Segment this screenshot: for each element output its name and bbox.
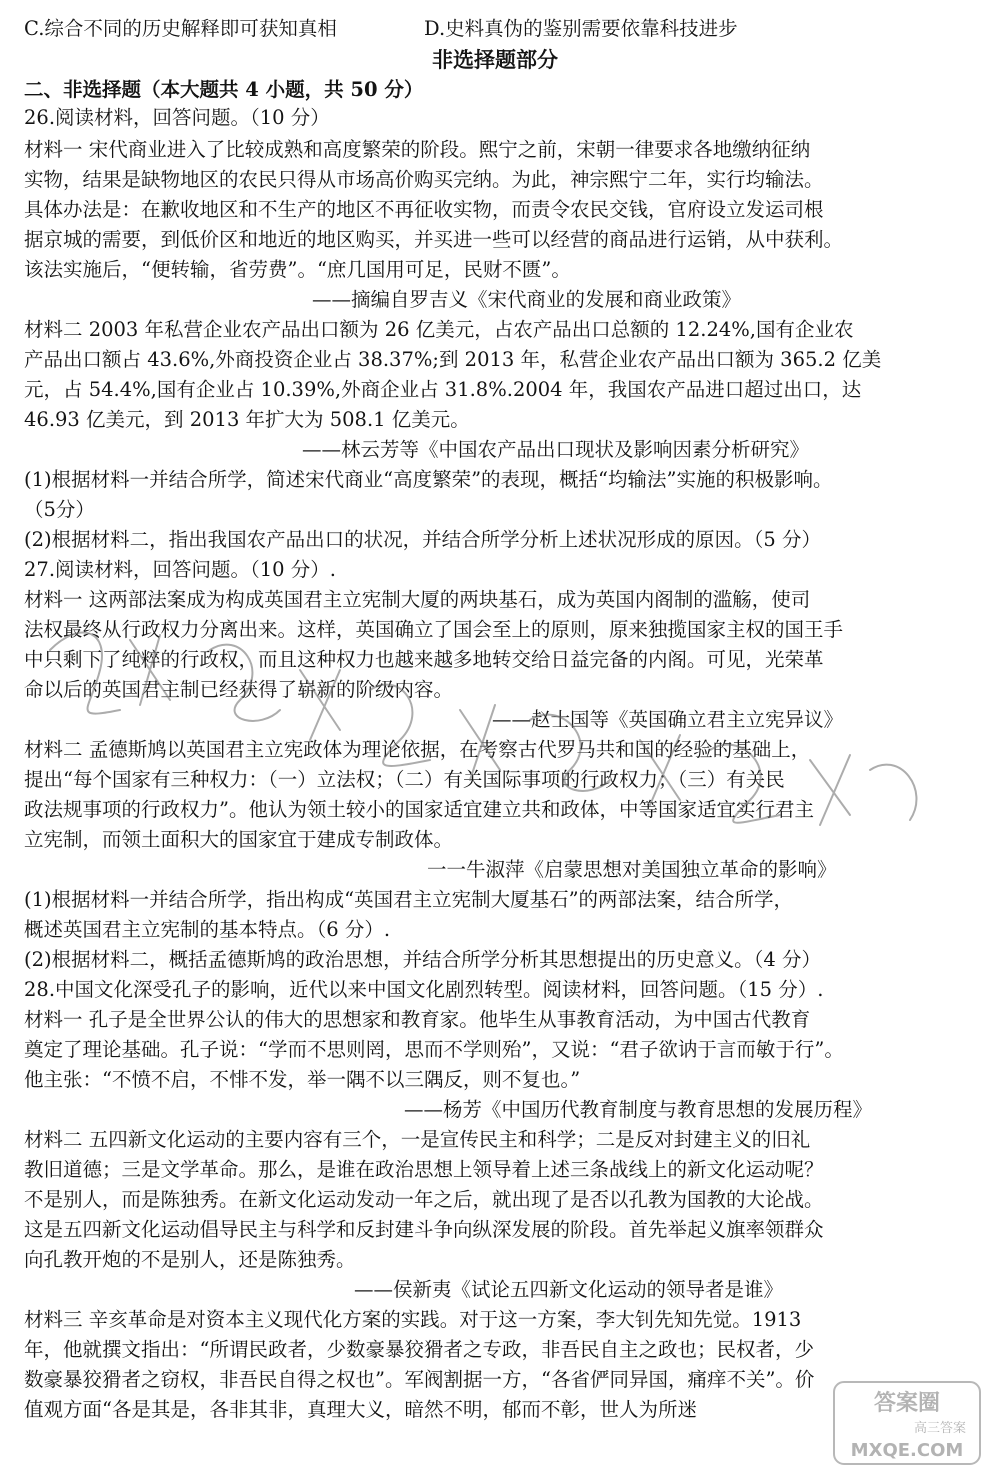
q26-m1-line: 材料一 宋代商业进入了比较成熟和高度繁荣的阶段。熙宁之前，宋朝一律要求各地缴纳征纳 [24, 138, 811, 161]
q26-m2-source: ——林云芳等《中国农产品出口现状及影响因素分析研究》 [302, 438, 810, 461]
q28-m2-line: 教旧道德；三是文学革命。那么，是谁在政治思想上领导着上述三条战线上的新文化运动呢？ [24, 1158, 824, 1181]
q26-title: 26.阅读材料，回答问题。（10 分） [24, 106, 330, 129]
answer-site-logo [832, 1380, 982, 1466]
q28-m3-line: 值观方面“各是其是，各非其非，真理大义，暗然不明，郁而不彰，世人为所迷 [24, 1398, 697, 1421]
part-heading: 二、非选择题（本大题共 4 小题，共 50 分） [24, 78, 424, 101]
q26-m1-line: 实物，结果是缺物地区的农民只得从市场高价购买完纳。为此，神宗熙宁二年，实行均输法。 [24, 168, 824, 191]
q28-m1-line: 材料一 孔子是全世界公认的伟大的思想家和教育家。他毕生从事教育活动，为中国古代教育 [24, 1008, 811, 1031]
q26-m1-line: 该法实施后，“便转输，省劳费”。“庶几国用可足，民财不匮”。 [24, 258, 571, 281]
q28-m2-line: 不是别人，而是陈独秀。在新文化运动发动一年之后，就出现了是否以孔教为国教的大论战。 [24, 1188, 824, 1211]
q27-m1-line: 命以后的英国君主制已经获得了崭新的阶级内容。 [24, 678, 454, 701]
q27-m1-source: ——赵士国等《英国确立君主立宪异议》 [492, 708, 844, 731]
q28-m2-line: 向孔教开炮的不是别人，还是陈独秀。 [24, 1248, 356, 1271]
logo-side-text: 高三答案 [913, 1421, 967, 1436]
q26-question-1-score: （5分） [24, 498, 95, 521]
q26-m2-line: 元，占 54.4%,国有企业占 10.39%,外商企业占 31.8%.2004 年，我国农产品进口超过出口，达 [24, 378, 862, 401]
q26-m1-line: 据京城的需要，到低价区和地近的地区购买，并买进一些可以经营的商品进行运销，从中获利。 [24, 228, 844, 251]
q27-m2-line: 材料二 孟德斯鸠以英国君主立宪政体为理论依据，在考察古代罗马共和国的经验的基础上， [24, 738, 811, 761]
section-title: 非选择题部分 [432, 47, 558, 72]
q28-m2-line: 这是五四新文化运动倡导民主与科学和反封建斗争向纵深发展的阶段。首先举起义旗率领群众 [24, 1218, 824, 1241]
q27-m2-line: 政法规事项的行政权力”。他认为领土较小的国家适宜建立共和政体，中等国家适宜实行君主 [24, 798, 814, 821]
q27-m1-line: 中只剩下了纯粹的行政权，而且这种权力也越来越多地转交给日益完备的内阁。可见，光荣革 [24, 648, 824, 671]
option-c: C.综合不同的历史解释即可获知真相 [24, 17, 337, 40]
q27-question-2: (2)根据材料二，概括孟德斯鸠的政治思想，并结合所学分析其思想提出的历史意义。（4 分） [24, 948, 821, 971]
q27-m1-line: 法权最终从行政权力分离出来。这样，英国确立了国会至上的原则，原来独揽国家主权的国王手 [24, 618, 844, 641]
q28-title: 28.中国文化深受孔子的影响，近代以来中国文化剧烈转型。阅读材料，回答问题。（15 分）. [24, 978, 824, 1001]
q28-m3-line: 年，他就撰文指出：“所谓民政者，少数豪暴狡猾者之专政，非吾民自主之政也；民权者，少 [24, 1338, 814, 1361]
q26-m1-line: 具体办法是：在歉收地区和不生产的地区不再征收实物，而责令农民交钱，官府设立发运司根 [24, 198, 824, 221]
q28-m2-source: ——侯新夷《试论五四新文化运动的领导者是谁》 [354, 1278, 784, 1301]
q26-m1-source: ——摘编自罗吉义《宋代商业的发展和商业政策》 [312, 288, 742, 311]
q26-m2-line: 46.93 亿美元，到 2013 年扩大为 508.1 亿美元。 [24, 408, 470, 431]
q28-m3-line: 数豪暴狡猾者之窃权，非吾民自得之权也”。军阀割据一方，“各省俨同异国，痛痒不关”。价 [24, 1368, 815, 1391]
q27-title: 27.阅读材料，回答问题。（10 分）. [24, 558, 336, 581]
q26-question-2: (2)根据材料二，指出我国农产品出口的状况，并结合所学分析上述状况形成的原因。（5 分） [24, 528, 821, 551]
q27-question-1: (1)根据材料一并结合所学，指出构成“英国君主立宪制大厦基石”的两部法案，结合所学， [24, 888, 794, 911]
q26-m2-line: 产品出口额占 43.6%,外商投资企业占 38.37%;到 2013 年，私营企业农产品出口额为 365.2 亿美 [24, 348, 882, 371]
q27-m2-line: 提出“每个国家有三种权力：（一）立法权；（二）有关国际事项的行政权力；（三）有关民 [24, 768, 785, 791]
logo-top-text: 答案圈 [873, 1391, 941, 1416]
q28-m1-line: 他主张：“不愤不启，不悱不发，举一隅不以三隅反，则不复也。” [24, 1068, 581, 1091]
logo-bottom-text: MXQE.COM [850, 1440, 964, 1461]
q26-m2-line: 材料二 2003 年私营企业农产品出口额为 26 亿美元，占农产品出口总额的 12.24%,国有企业农 [24, 318, 854, 341]
q27-m2-source: 一一牛淑萍《启蒙思想对美国独立革命的影响》 [427, 858, 837, 881]
option-d: D.史料真伪的鉴别需要依靠科技进步 [424, 17, 738, 40]
q28-m1-source: ——杨芳《中国历代教育制度与教育思想的发展历程》 [404, 1098, 873, 1121]
q27-m2-line: 立宪制，而领土面积大的国家宜于建成专制政体。 [24, 828, 454, 851]
q26-question-1: (1)根据材料一并结合所学，简述宋代商业“高度繁荣”的表现，概括“均输法”实施的积极影响。 [24, 468, 833, 491]
q28-m3-line: 材料三 辛亥革命是对资本主义现代化方案的实践。对于这一方案，李大钊先知先觉。1913 [24, 1308, 802, 1331]
q27-m1-line: 材料一 这两部法案成为构成英国君主立宪制大厦的两块基石，成为英国内阁制的滥觞，使司 [24, 588, 811, 611]
q28-m2-line: 材料二 五四新文化运动的主要内容有三个，一是宣传民主和科学；二是反对封建主义的旧礼 [24, 1128, 811, 1151]
q27-question-1-cont: 概述英国君主立宪制的基本特点。（6 分）. [24, 918, 391, 941]
q28-m1-line: 奠定了理论基础。孔子说：“学而不思则罔，思而不学则殆”，又说：“君子欲讷于言而敏于行”。 [24, 1038, 844, 1061]
